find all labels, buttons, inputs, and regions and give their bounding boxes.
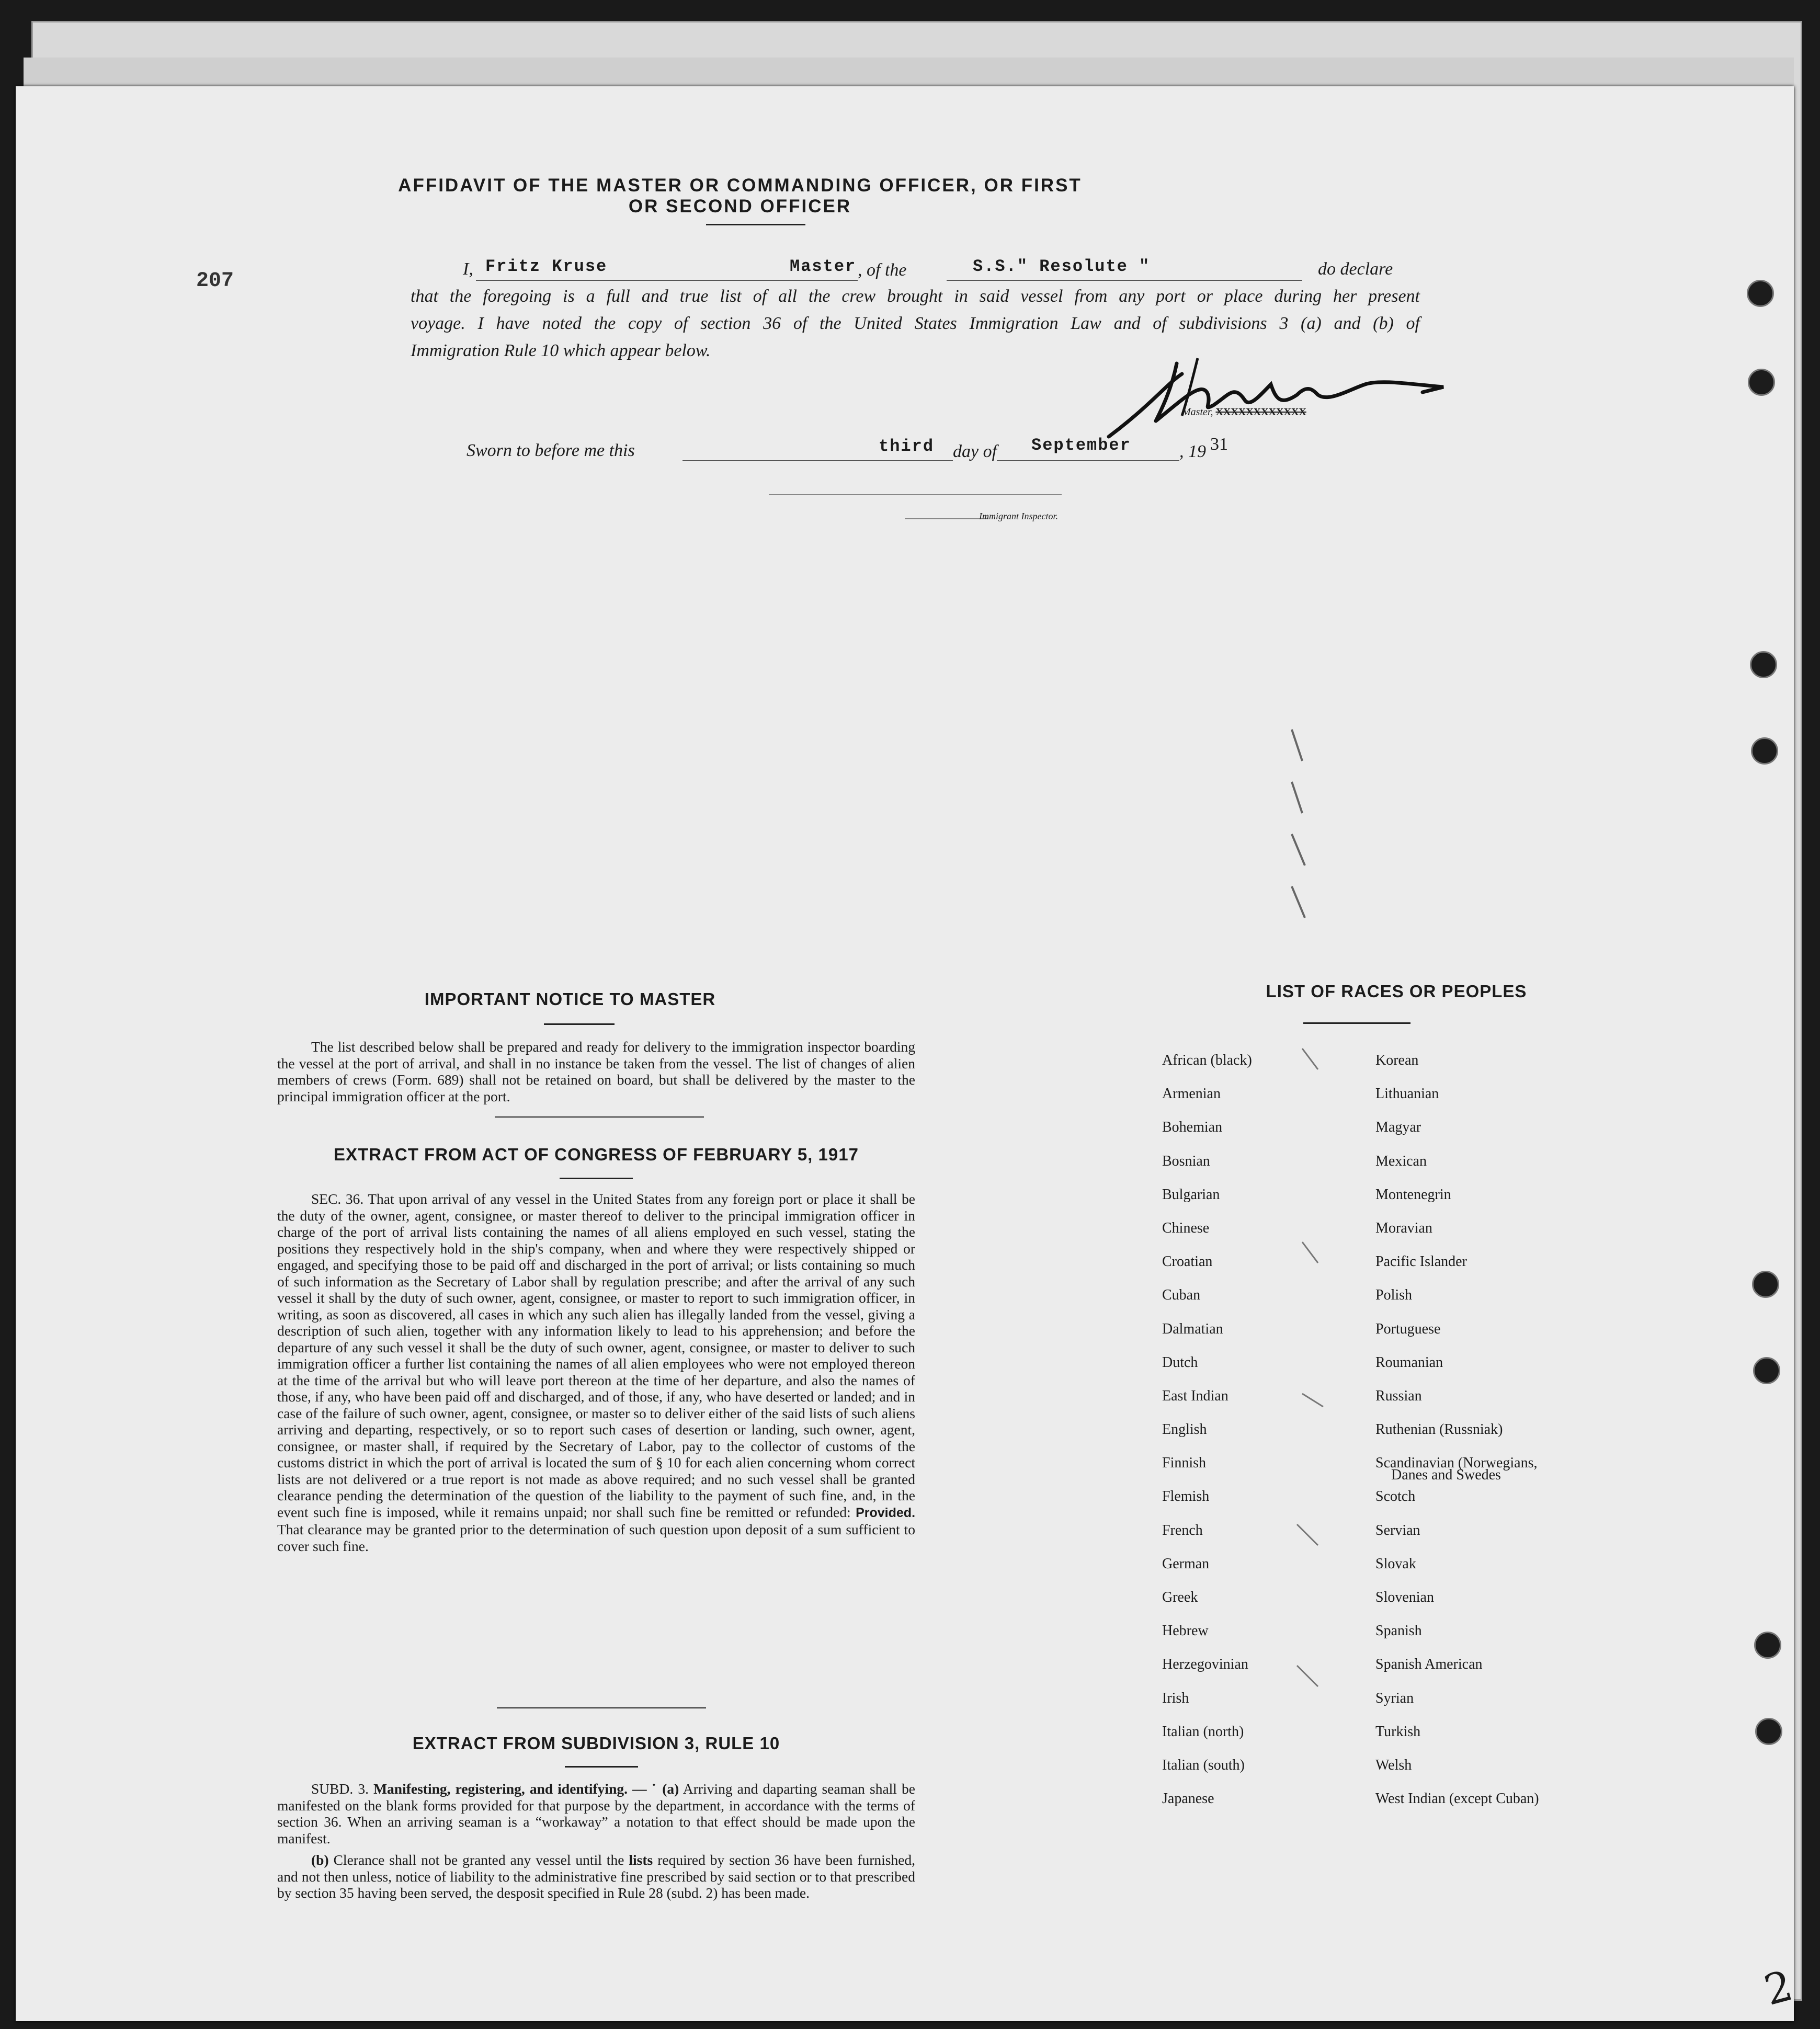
race-item: Lithuanian <box>1375 1086 1439 1102</box>
struck-text: XXXXXXXXXXXX <box>1215 406 1306 418</box>
act-body <box>277 1191 915 1554</box>
race-item: Russian <box>1375 1387 1422 1404</box>
a-label: — ˙ (a) <box>632 1781 679 1797</box>
b-label: (b) <box>311 1852 329 1868</box>
page-mark: 2 <box>1759 1960 1798 2015</box>
scandinavian-continuation: Danes and Swedes <box>1391 1467 1501 1483</box>
act-body-end: That clearance may be granted prior to the determination of such question upon deposit of a sum sufficient to cover such fine. <box>277 1521 915 1554</box>
act-title: EXTRACT FROM ACT OF CONGRESS OF FEBRUARY 5, 1917 <box>334 1145 859 1164</box>
of-the-label: , of the <box>858 260 907 280</box>
master-rank: Master <box>790 257 857 276</box>
notice-body: The list described below shall be prepared and ready for delivery to the immigration inspector boarding the vessel at the port of arrival, and shall in no instance be taken from the vessel. The list of changes of alien members of crews (Form. 689) shall not be retained on board, but shall be delivered by the master to the principal immigration officer at the port. <box>277 1039 915 1104</box>
race-item: Irish <box>1162 1690 1189 1706</box>
race-item: German <box>1162 1555 1210 1572</box>
document-page <box>16 86 1798 2021</box>
year-suffix: 31 <box>1210 435 1228 454</box>
rule-title: EXTRACT FROM SUBDIVISION 3, RULE 10 <box>412 1734 780 1753</box>
race-item: Bulgarian <box>1162 1186 1220 1203</box>
year-prefix: , 19 <box>1179 442 1206 461</box>
race-item: Hebrew <box>1162 1623 1209 1639</box>
act-body-text: SEC. 36. That upon arrival of any vessel in the United States from any foreign port or place it shall be the duty of the owner, agent, consignee, or master thereof to deliver to the principal immigration officer in charge of the port of arrival lists containing the names of all aliens employed en such vessel, stating the positions they respectively hold in the ship's company, when and where they were respectively shipped or engaged, and specifying those to be paid off and discharged in the port of arrival; or lists containing so much of such information as the Secretary of Labor shall by regulation prescribe; and after the arrival of any such vessel it shall by the duty of such owner, agent, consignee, or master to report to such immigration officer, in writing, as soon as discovered, all cases in which any such alien has illegally landed from the vessel, giving a description of such alien, together with any information likely to lead to his apprehension; and before the departure of any such vessel it shall be the duty of such owner, agent, consignee, or master to deliver to such immigration officer a further list containing the names of all alien employees who were not employed thereon at the time of the arrival but who will leave port thereon at the time of her departure, and also the names of those, if any, who have been paid off and discharged, and of those, if any, who have deserted or landed; and in case of the failure of such owner, agent, consignee, or master so to deliver either of the said lists of such aliens arriving and departing, respectively, or so to report such cases of desertion or landing, such owner, agent, consignee, or master shall, if required by the Secretary of Labor, pay to the collector of customs of the customs district in which the port of arrival is located the sum of § 10 for each alien concerning whom correct lists are not delivered or a true report is not made as above required; and no such vessel shall be granted clearance pending the determination of the question of the liability to the payment of such fine, and, in the event such fine is imposed, while it remains unpaid; nor shall such fine be remitted or refunded: <box>277 1191 915 1520</box>
signature-caption-text: Master, <box>1182 406 1213 418</box>
name-line <box>476 280 858 281</box>
b-text-2: required by section 36 have been furnished, and not then unless, notice of liability to the administrative fine prescribed by said section or to that prescribed by section 35 having been served, the desposit specified in Rule 28 (subd. 2) has been made. <box>277 1852 916 1901</box>
race-item: Moravian <box>1375 1219 1432 1236</box>
race-item: Herzegovinian <box>1162 1656 1248 1673</box>
race-item: Montenegrin <box>1375 1186 1451 1203</box>
affidavit-line-4: Immigration Rule 10 which appear below. <box>411 341 711 360</box>
inspector-short-line <box>905 518 988 519</box>
master-name: Fritz Kruse <box>485 257 608 276</box>
vessel-line <box>947 280 1302 281</box>
race-item: Spanish American <box>1375 1656 1483 1673</box>
race-item: English <box>1162 1421 1207 1438</box>
race-item: Bohemian <box>1162 1119 1223 1136</box>
margin-number: 207 <box>196 269 234 293</box>
race-item: Syrian <box>1375 1690 1414 1706</box>
race-item: Armenian <box>1162 1086 1221 1102</box>
binder-hole <box>1747 280 1774 307</box>
pencil-marks-upper <box>1271 688 1375 949</box>
b-lists: lists <box>629 1852 653 1868</box>
rule-subd-b <box>277 1852 915 1901</box>
race-item: Ruthenian (Russniak) <box>1375 1421 1503 1438</box>
i-label: I, <box>463 259 473 279</box>
race-item: Italian (north) <box>1162 1723 1244 1740</box>
binder-hole <box>1750 651 1777 678</box>
rule-rule <box>565 1766 638 1768</box>
race-item: Portuguese <box>1375 1320 1441 1337</box>
vessel-name: S.S." Resolute " <box>973 257 1151 276</box>
title-rule <box>706 224 805 225</box>
race-item: East Indian <box>1162 1387 1228 1404</box>
race-item: Turkish <box>1375 1723 1421 1740</box>
race-item: Scotch <box>1375 1488 1416 1505</box>
race-item: Flemish <box>1162 1488 1210 1505</box>
binder-hole <box>1752 1271 1779 1298</box>
race-item: Magyar <box>1375 1119 1421 1136</box>
race-item: Chinese <box>1162 1219 1210 1236</box>
act-provided: Provided. <box>856 1505 916 1520</box>
race-item: Pacific Islander <box>1375 1253 1467 1270</box>
notice-title: IMPORTANT NOTICE TO MASTER <box>424 989 716 1009</box>
race-item: Spanish <box>1375 1623 1422 1639</box>
race-item: Korean <box>1375 1052 1419 1068</box>
bleed-through-text <box>377 178 383 206</box>
races-left-column <box>1162 1052 1252 1823</box>
subd-label: SUBD. 3. <box>311 1781 369 1797</box>
section-divider <box>495 1116 704 1118</box>
a-text: Arriving and daparting seaman shall be manifested on the blank forms provided for that purpose by the department, in accordance with the terms of section 36. When an arriving seaman is a “workaway” a notation to that effect should be made upon the manifest. <box>277 1781 916 1846</box>
b-text-1: Clerance shall not be granted any vessel until the <box>333 1852 624 1868</box>
race-item: African (black) <box>1162 1052 1252 1068</box>
binder-hole <box>1748 369 1775 396</box>
race-item: Servian <box>1375 1522 1420 1538</box>
race-item: Croatian <box>1162 1253 1213 1270</box>
race-item: Finnish <box>1162 1455 1207 1472</box>
race-item: Dalmatian <box>1162 1320 1223 1337</box>
race-item: Slovenian <box>1375 1589 1434 1605</box>
sworn-day: third <box>879 437 935 456</box>
do-declare-label: do declare <box>1318 259 1393 279</box>
sworn-line <box>682 460 1205 461</box>
race-item: Polish <box>1375 1287 1413 1304</box>
races-right-column <box>1375 1052 1539 1823</box>
race-item: Roumanian <box>1375 1354 1443 1371</box>
day-of-label: day of <box>953 442 997 461</box>
inspector-signature-line <box>769 494 1062 495</box>
race-item: Mexican <box>1375 1153 1427 1169</box>
binder-hole <box>1754 1632 1781 1659</box>
inspector-caption: Immigrant Inspector. <box>979 511 1058 521</box>
binder-hole <box>1755 1718 1782 1745</box>
signature-image <box>1077 343 1475 447</box>
pencil-marks <box>1250 1001 1355 1890</box>
subd-bold: Manifesting, registering, and identifying. <box>373 1781 628 1797</box>
affidavit-title: AFFIDAVIT OF THE MASTER OR COMMANDING OFFICER, OR FIRST OR SECOND OFFICER <box>398 175 1082 216</box>
race-item: Cuban <box>1162 1287 1201 1304</box>
affidavit-line-2: that the foregoing is a full and true list of all the crew brought in said vessel from any port or place during her present <box>411 287 1420 306</box>
act-rule <box>560 1178 633 1179</box>
sworn-label: Sworn to before me this <box>467 441 635 460</box>
race-item: Greek <box>1162 1589 1198 1605</box>
race-item: Bosnian <box>1162 1153 1210 1169</box>
race-item: West Indian (except Cuban) <box>1375 1791 1539 1807</box>
race-item: Scandinavian (Norwegians, <box>1375 1455 1538 1472</box>
rule-subd-a <box>277 1781 915 1846</box>
sworn-month: September <box>1031 436 1131 455</box>
notice-rule <box>544 1023 615 1025</box>
race-item: Japanese <box>1162 1791 1214 1807</box>
signature-caption <box>1182 406 1306 418</box>
race-item: Dutch <box>1162 1354 1198 1371</box>
binder-hole <box>1753 1357 1780 1384</box>
race-item: Italian (south) <box>1162 1757 1245 1773</box>
binder-hole <box>1751 737 1778 765</box>
races-title: LIST OF RACES OR PEOPLES <box>1266 982 1527 1001</box>
race-item: French <box>1162 1522 1203 1538</box>
affidavit-line-3: voyage. I have noted the copy of section 36 of the United States Immigration Law and of subdivisions 3 (a) and (b) of <box>411 314 1420 333</box>
race-item: Welsh <box>1375 1757 1412 1773</box>
race-item: Slovak <box>1375 1555 1416 1572</box>
section-divider <box>497 1707 706 1708</box>
